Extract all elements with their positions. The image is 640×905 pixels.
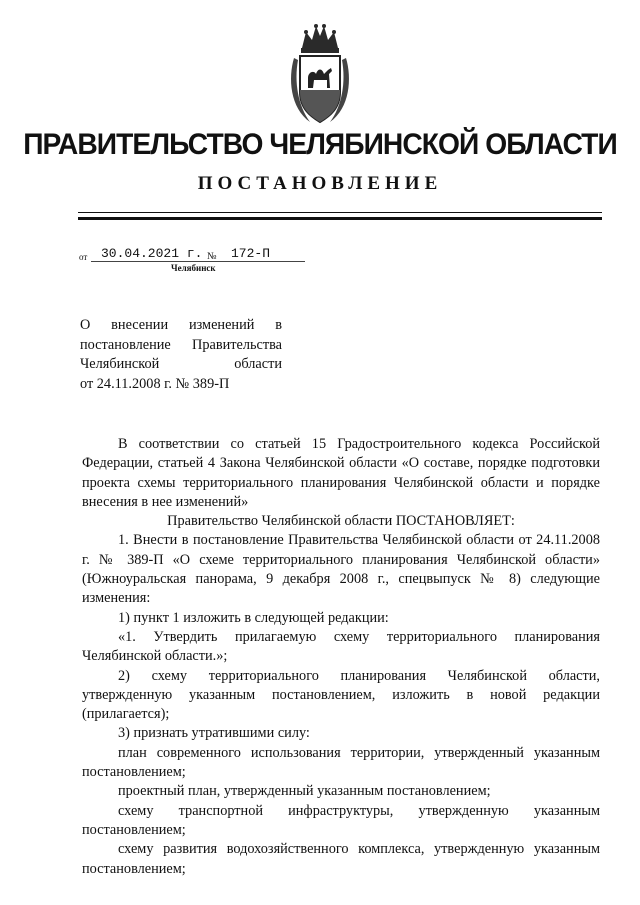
header-divider-thin [78, 212, 602, 213]
body-paragraph: В соответствии со статьей 15 Градостроительного кодекса Российской Федерации, статьей 4 Закона Челябинской области «О составе, порядке подготовки проекта схемы территориального планирования Челябинской области и порядке внесения в нее изменений» [82, 436, 600, 510]
body-paragraph: «1. Утвердить прилагаемую схему территориального планирования Челябинской области.»; [82, 628, 600, 665]
body-paragraph: схему развития водохозяйственного комплекса, утвержденную указанным постановлением; [82, 841, 600, 877]
government-title: ПРАВИТЕЛЬСТВО ЧЕЛЯБИНСКОЙ ОБЛАСТИ [23, 128, 617, 161]
body-paragraph: 3) признать утратившими силу: [118, 725, 310, 742]
number-sign-label: № [207, 251, 217, 262]
date-prefix-label: от [79, 252, 88, 262]
body-paragraph: 1) пункт 1 изложить в следующей редакции: [118, 609, 389, 626]
document-body [82, 435, 600, 879]
subject-line: О внесении изменений в [80, 317, 282, 333]
document-number: 172-П [231, 246, 271, 261]
city-label: Челябинск [171, 263, 216, 273]
subject-line: Челябинской области [80, 356, 282, 372]
subject-line: от 24.11.2008 г. № 389-П [80, 375, 230, 392]
document-subject [80, 316, 282, 394]
resolution-statement: Правительство Челябинской области ПОСТАНОВЛЯЕТ: [167, 513, 515, 530]
coat-of-arms-icon [288, 18, 352, 130]
body-paragraph: проектный план, утвержденный указанным постановлением; [118, 783, 491, 800]
document-type-title: ПОСТАНОВЛЕНИЕ [197, 173, 443, 194]
date-number-row [79, 246, 309, 264]
document-date: 30.04.2021 г. [101, 246, 203, 261]
body-paragraph: 2) схему территориального планирования Челябинской области, утвержденную указанным постановлением, изложить в новой редакции (прилагается); [82, 667, 600, 723]
subject-line: постановление Правительства [80, 336, 282, 353]
body-paragraph: схему транспортной инфраструктуры, утвержденную указанным постановлением; [82, 802, 600, 838]
date-underline [91, 261, 305, 262]
header-divider-thick [78, 217, 602, 220]
body-paragraph: 1. Внести в постановление Правительства Челябинской области от 24.11.2008 г. № 389-П «О схеме территориального планирования Челябинской области» (Южноуральская панорама, 9 декабря 2008 г., спецвыпуск № 8) следующие изменения: [82, 532, 600, 607]
body-paragraph: план современного использования территории, утвержденный указанным постановлением; [82, 744, 600, 781]
